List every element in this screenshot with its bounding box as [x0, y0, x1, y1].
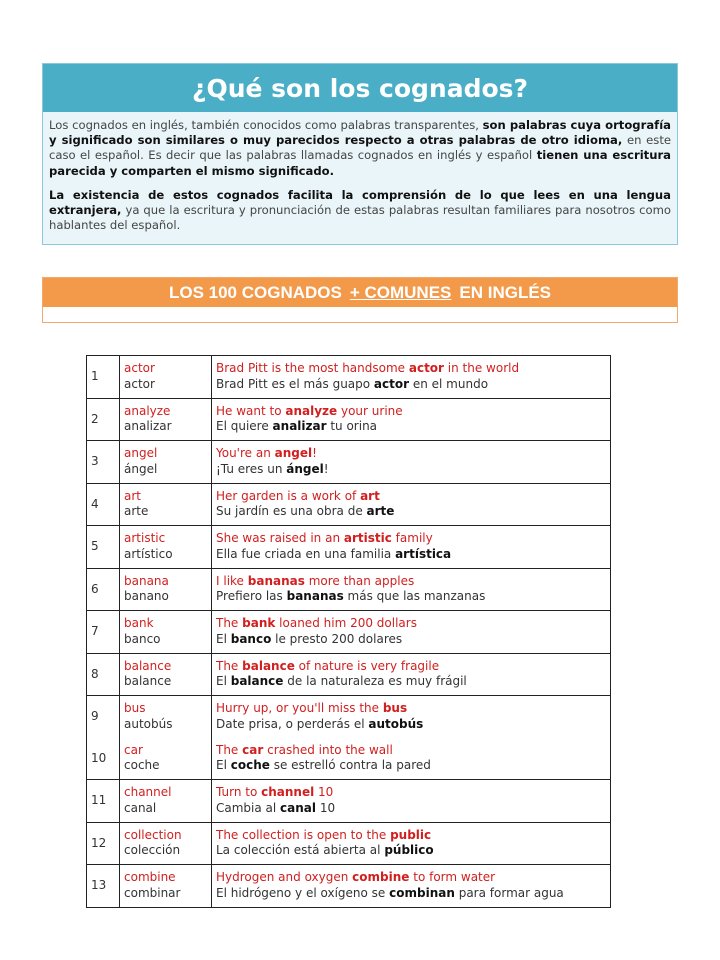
spanish-word: coche — [124, 758, 160, 773]
sentence-segment: The — [216, 742, 243, 757]
english-word: bus — [124, 701, 146, 716]
sentence-segment: art — [360, 488, 380, 503]
sentence-segment: Brad Pitt es el más guapo — [216, 376, 374, 391]
sentence-segment: 10 — [314, 785, 334, 800]
sentence-segment: artística — [395, 546, 452, 561]
word-cell — [120, 568, 212, 611]
sentence-segment: ¡Tu eres un — [216, 461, 287, 476]
spanish-sentence — [216, 589, 606, 605]
sentence-segment: bananas — [247, 573, 305, 588]
sentence-segment: ! — [312, 446, 317, 461]
spanish-word: colección — [124, 843, 181, 858]
spanish-word: actor — [124, 376, 155, 391]
sentence-segment: bananas — [286, 589, 344, 604]
spanish-sentence — [216, 674, 606, 690]
spanish-word: autobús — [124, 716, 173, 731]
row-number: 1 — [87, 356, 120, 399]
table-row — [87, 822, 611, 865]
sentence-segment: The collection is open to the — [216, 827, 391, 842]
english-sentence — [216, 404, 606, 420]
row-number: 2 — [87, 398, 120, 441]
english-sentence — [216, 574, 606, 590]
english-sentence — [216, 785, 606, 801]
sentence-segment: en el mundo — [409, 376, 489, 391]
english-sentence — [216, 870, 606, 886]
sentence-segment: coche — [230, 758, 270, 773]
sentence-segment: Her garden is a work of — [216, 488, 361, 503]
english-word: combine — [124, 870, 176, 885]
sentence-segment: I like — [216, 573, 248, 588]
cognates-table-body — [87, 356, 611, 908]
sentence-segment: actor — [408, 361, 444, 376]
word-cell — [120, 483, 212, 526]
english-sentence — [216, 616, 606, 632]
row-number: 13 — [87, 865, 120, 908]
row-number: 8 — [87, 653, 120, 696]
sentence-segment: analyze — [285, 403, 338, 418]
example-cell — [212, 696, 611, 738]
sentence-segment: more than apples — [304, 573, 415, 588]
sentence-segment: angel — [274, 446, 313, 461]
spanish-word: analizar — [124, 419, 172, 434]
row-number: 9 — [87, 696, 120, 738]
table-row — [87, 441, 611, 484]
sentence-segment: banco — [230, 631, 272, 646]
example-cell — [212, 483, 611, 526]
cognates-table — [86, 355, 611, 908]
spanish-sentence — [216, 547, 606, 563]
word-cell — [120, 865, 212, 908]
section-banner — [42, 277, 678, 323]
word-cell — [120, 526, 212, 569]
english-sentence — [216, 446, 606, 462]
example-cell — [212, 398, 611, 441]
sentence-segment: artistic — [343, 531, 392, 546]
sentence-segment: Su jardín es una obra de — [216, 504, 367, 519]
intro-segment: en este caso el español. Es decir que las palabras llamadas cognados en inglés y español — [49, 133, 671, 163]
sentence-segment: Hurry up, or you'll miss the — [216, 701, 383, 716]
word-cell — [120, 696, 212, 738]
sentence-segment: combine — [352, 870, 410, 885]
row-number: 12 — [87, 822, 120, 865]
banner-title — [43, 278, 677, 307]
table-row — [87, 653, 611, 696]
spanish-sentence — [216, 419, 606, 435]
sentence-segment: The — [216, 616, 243, 631]
spanish-sentence — [216, 632, 606, 648]
intro-paragraph-1 — [49, 118, 671, 179]
sentence-segment: crashed into the wall — [263, 742, 393, 757]
sentence-segment: Hydrogen and oxygen — [216, 870, 353, 885]
english-sentence — [216, 659, 606, 675]
sentence-segment: public — [390, 827, 432, 842]
example-cell — [212, 526, 611, 569]
english-sentence — [216, 531, 606, 547]
sentence-segment: El quiere — [216, 419, 273, 434]
word-cell — [120, 738, 212, 780]
spanish-sentence — [216, 462, 606, 478]
intro-segment: La existencia de estos cognados facilita la comprensión de lo que lees en una lengua extranjera, — [49, 187, 671, 218]
sentence-segment: tu orina — [326, 419, 378, 434]
row-number: 6 — [87, 568, 120, 611]
sentence-segment: para formar agua — [454, 885, 564, 900]
spanish-sentence — [216, 377, 606, 393]
table-row — [87, 568, 611, 611]
spanish-sentence — [216, 886, 606, 902]
intro-paragraph-2 — [49, 188, 671, 234]
example-cell — [212, 441, 611, 484]
word-cell — [120, 822, 212, 865]
sentence-segment: loaned him 200 dollars — [275, 616, 417, 631]
sentence-segment: El — [216, 631, 231, 646]
table-row — [87, 611, 611, 654]
sentence-segment: She was raised in an — [216, 531, 344, 546]
sentence-segment: balance — [230, 674, 284, 689]
table-row — [87, 780, 611, 823]
row-number: 11 — [87, 780, 120, 823]
spanish-sentence — [216, 843, 606, 859]
intro-segment: Los cognados en inglés, también conocidos como palabras transparentes, — [49, 118, 483, 132]
word-cell — [120, 780, 212, 823]
english-word: balance — [124, 658, 172, 673]
english-word: channel — [124, 785, 172, 800]
example-cell — [212, 822, 611, 865]
sentence-segment: Ella fue criada en una familia — [216, 546, 396, 561]
sentence-segment: He want to — [216, 403, 286, 418]
example-cell — [212, 356, 611, 399]
sentence-segment: se estrelló contra la pared — [269, 758, 431, 773]
sentence-segment: Cambia al — [216, 800, 281, 815]
sentence-segment: público — [384, 843, 434, 858]
page-title: ¿Qué son los cognados? — [43, 64, 677, 112]
table-row — [87, 398, 611, 441]
sentence-segment: actor — [373, 376, 410, 391]
sentence-segment: balance — [242, 658, 295, 673]
english-sentence — [216, 743, 606, 759]
spanish-word: arte — [124, 504, 149, 519]
sentence-segment: bank — [242, 616, 276, 631]
table-row — [87, 865, 611, 908]
banner-text-after: EN INGLÉS — [459, 282, 552, 302]
english-sentence — [216, 828, 606, 844]
table-row — [87, 526, 611, 569]
sentence-segment: arte — [366, 504, 395, 519]
sentence-segment: más que las manzanas — [343, 589, 486, 604]
row-number: 4 — [87, 483, 120, 526]
spanish-word: combinar — [124, 885, 181, 900]
banner-text-underlined: + COMUNES — [349, 282, 452, 302]
row-number: 5 — [87, 526, 120, 569]
english-word: collection — [124, 827, 182, 842]
sentence-segment: channel — [261, 785, 315, 800]
word-cell — [120, 653, 212, 696]
english-word: analyze — [124, 403, 171, 418]
sentence-segment: car — [242, 742, 264, 757]
example-cell — [212, 611, 611, 654]
sentence-segment: in the world — [443, 361, 520, 376]
spanish-sentence — [216, 758, 606, 774]
example-cell — [212, 653, 611, 696]
sentence-segment: El — [216, 758, 231, 773]
spanish-sentence — [216, 801, 606, 817]
sentence-segment: to form water — [409, 870, 496, 885]
english-word: angel — [124, 446, 158, 461]
word-cell — [120, 611, 212, 654]
sentence-segment: your urine — [337, 403, 403, 418]
row-number: 3 — [87, 441, 120, 484]
sentence-segment: Prefiero las — [216, 589, 287, 604]
sentence-segment: canal — [280, 800, 317, 815]
sentence-segment: La colección está abierta al — [216, 843, 385, 858]
table-row — [87, 356, 611, 399]
english-word: banana — [124, 573, 169, 588]
intro-segment: son palabras cuya ortografía y significado son similares o muy parecidos respecto a otras palabras de otro idioma, — [49, 118, 671, 148]
spanish-word: ángel — [124, 461, 158, 476]
sentence-segment: ángel — [286, 461, 324, 476]
intro-text — [43, 112, 677, 244]
spanish-word: banano — [124, 589, 169, 604]
spanish-word: canal — [124, 800, 157, 815]
english-sentence — [216, 701, 606, 717]
english-word: bank — [124, 616, 154, 631]
spanish-sentence — [216, 504, 606, 520]
word-cell — [120, 398, 212, 441]
example-cell — [212, 865, 611, 908]
sentence-segment: bus — [382, 701, 408, 716]
spanish-word: artístico — [124, 546, 173, 561]
banner-text-before: LOS 100 COGNADOS — [168, 282, 342, 302]
sentence-segment: The — [216, 658, 243, 673]
table-row — [87, 696, 611, 738]
sentence-segment: analizar — [272, 419, 327, 434]
sentence-segment: You're an — [216, 446, 275, 461]
sentence-segment: Turn to — [216, 785, 262, 800]
english-word: car — [124, 742, 143, 757]
sentence-segment: Brad Pitt is the most handsome — [216, 361, 409, 376]
sentence-segment: ! — [323, 461, 329, 476]
sentence-segment: 10 — [316, 800, 336, 815]
english-word: artistic — [124, 531, 166, 546]
english-sentence — [216, 489, 606, 505]
spanish-sentence — [216, 717, 606, 733]
spanish-word: banco — [124, 631, 161, 646]
spanish-word: balance — [124, 674, 172, 689]
sentence-segment: combinan — [389, 885, 455, 900]
table-row — [87, 738, 611, 780]
sentence-segment: de la naturaleza es muy frágil — [283, 674, 467, 689]
sentence-segment: family — [391, 531, 433, 546]
row-number: 10 — [87, 738, 120, 780]
intro-segment: ya que la escritura y pronunciación de estas palabras resultan familiares para nosotros como hablantes del español. — [49, 203, 671, 233]
sentence-segment: of nature is very fragile — [294, 658, 440, 673]
sentence-segment: Date prisa, o perderás el — [216, 716, 369, 731]
row-number: 7 — [87, 611, 120, 654]
sentence-segment: le presto 200 dolares — [271, 631, 403, 646]
table-row — [87, 483, 611, 526]
english-sentence — [216, 361, 606, 377]
intro-segment: tienen una escritura parecida y comparten el mismo significado. — [49, 148, 672, 178]
english-word: art — [124, 488, 141, 503]
sentence-segment: El — [216, 674, 231, 689]
sentence-segment: autobús — [368, 716, 424, 731]
example-cell — [212, 738, 611, 780]
example-cell — [212, 780, 611, 823]
english-word: actor — [124, 361, 155, 376]
word-cell — [120, 441, 212, 484]
intro-card — [42, 63, 678, 245]
example-cell — [212, 568, 611, 611]
sentence-segment: El hidrógeno y el oxígeno se — [216, 885, 390, 900]
word-cell — [120, 356, 212, 399]
